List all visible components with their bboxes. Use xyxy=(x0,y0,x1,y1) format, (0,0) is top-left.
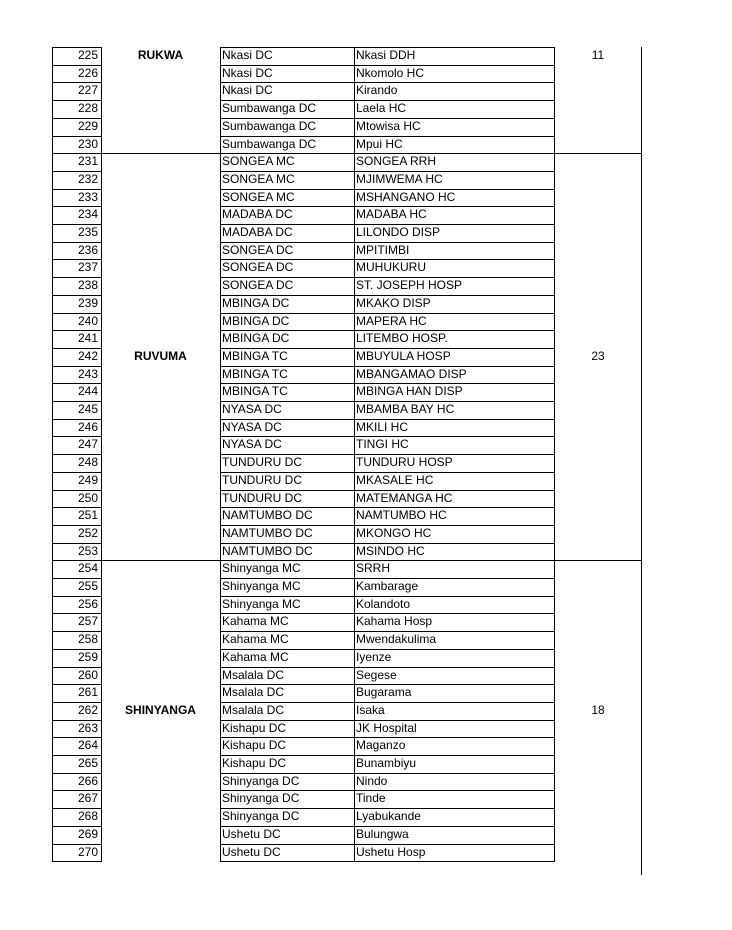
row-divider-facility xyxy=(220,277,555,278)
facility-cell: Kolandoto xyxy=(356,596,411,611)
row-divider-number xyxy=(52,702,102,703)
district-cell: Msalala DC xyxy=(222,702,285,717)
facility-cell: Kambarage xyxy=(356,579,419,593)
facility-cell: NAMTUMBO HC xyxy=(356,508,447,523)
row-number: 237 xyxy=(77,260,98,275)
col-border-number-left xyxy=(52,47,53,862)
row-divider-facility xyxy=(220,171,555,172)
facility-cell: JK Hospital xyxy=(356,720,417,735)
table-bottom-facility xyxy=(220,861,555,862)
row-divider-facility xyxy=(220,224,555,225)
row-divider-facility xyxy=(220,313,555,314)
row-number: 240 xyxy=(77,313,98,328)
row-divider-number xyxy=(52,65,102,66)
row-divider-facility xyxy=(220,808,555,809)
row-divider-facility xyxy=(220,401,555,402)
row-divider-facility xyxy=(220,844,555,845)
district-cell: NAMTUMBO DC xyxy=(222,525,313,540)
row-divider-number xyxy=(52,366,102,367)
row-divider-number xyxy=(52,808,102,809)
row-divider-facility xyxy=(220,242,555,243)
facility-cell: MKAKO DISP xyxy=(356,295,431,310)
row-number: 260 xyxy=(77,667,98,682)
row-number: 256 xyxy=(77,596,98,611)
row-divider-facility xyxy=(220,47,555,48)
row-divider-number xyxy=(52,649,102,650)
district-cell: NAMTUMBO DC xyxy=(222,543,313,558)
district-cell: Msalala DC xyxy=(222,667,285,682)
row-divider-number xyxy=(52,737,102,738)
row-number: 250 xyxy=(77,490,98,505)
row-divider-facility xyxy=(220,543,555,544)
region-facility-count: 18 xyxy=(591,702,605,717)
facility-cell: Mwendakulima xyxy=(356,632,437,647)
facility-cell: MPITIMBI xyxy=(356,242,410,257)
facility-cell: MBUYULA HOSP xyxy=(356,348,451,363)
region-facility-count: 23 xyxy=(591,348,605,363)
row-divider-facility xyxy=(220,454,555,455)
row-divider-number xyxy=(52,755,102,756)
row-divider-number xyxy=(52,330,102,331)
row-number: 253 xyxy=(77,543,98,558)
row-number: 230 xyxy=(77,136,98,151)
row-number: 268 xyxy=(77,809,98,824)
row-divider-number xyxy=(52,472,102,473)
district-cell: NYASA DC xyxy=(222,437,282,452)
row-divider-facility xyxy=(220,153,555,154)
row-divider-number xyxy=(52,720,102,721)
row-divider-number xyxy=(52,100,102,101)
facility-cell: MBINGA HAN DISP xyxy=(356,384,463,399)
facility-cell: Segese xyxy=(356,667,397,682)
region-name: RUVUMA xyxy=(134,348,187,363)
row-divider-number xyxy=(52,136,102,137)
region-divider xyxy=(101,560,220,561)
row-divider-facility xyxy=(220,560,555,561)
district-cell: TUNDURU DC xyxy=(222,490,302,505)
district-cell: MBINGA DC xyxy=(222,295,290,310)
col-border-facility-left xyxy=(354,47,355,862)
district-cell: Msalala DC xyxy=(222,685,285,700)
facility-cell: Mpui HC xyxy=(356,136,403,151)
district-cell: Kishapu DC xyxy=(222,738,287,753)
district-cell: SONGEA MC xyxy=(222,189,295,204)
row-number: 267 xyxy=(77,791,98,806)
facility-cell: Kahama Hosp xyxy=(356,614,433,629)
row-divider-facility xyxy=(220,472,555,473)
district-cell: Shinyanga DC xyxy=(222,791,300,806)
row-divider-facility xyxy=(220,366,555,367)
district-cell: Ushetu DC xyxy=(222,844,281,859)
facility-cell: LITEMBO HOSP. xyxy=(356,331,448,346)
row-number: 259 xyxy=(77,649,98,664)
facility-cell: Bulungwa xyxy=(356,826,409,841)
district-cell: SONGEA DC xyxy=(222,242,294,257)
district-cell: Shinyanga DC xyxy=(222,809,300,824)
row-number: 249 xyxy=(77,472,98,487)
district-cell: Ushetu DC xyxy=(222,826,281,841)
row-divider-number xyxy=(52,667,102,668)
row-number: 243 xyxy=(77,366,98,381)
row-divider-number xyxy=(52,47,102,48)
district-cell: MADABA DC xyxy=(222,225,293,239)
col-border-count-right xyxy=(641,47,642,875)
facility-cell: TINGI HC xyxy=(356,437,409,452)
region-facility-count: 11 xyxy=(591,48,605,62)
row-divider-facility xyxy=(220,436,555,437)
col-border-number-right xyxy=(101,47,102,862)
row-divider-number xyxy=(52,259,102,260)
row-number: 248 xyxy=(77,455,98,470)
region-divider xyxy=(101,153,220,154)
row-divider-facility xyxy=(220,348,555,349)
region-name: SHINYANGA xyxy=(125,702,196,717)
count-divider xyxy=(554,560,641,561)
row-divider-number xyxy=(52,773,102,774)
district-cell: Shinyanga MC xyxy=(222,579,301,593)
row-number: 242 xyxy=(77,348,98,363)
row-divider-number xyxy=(52,277,102,278)
row-divider-number xyxy=(52,560,102,561)
row-divider-number xyxy=(52,153,102,154)
row-divider-facility xyxy=(220,118,555,119)
district-cell: TUNDURU DC xyxy=(222,455,302,470)
district-cell: SONGEA DC xyxy=(222,260,294,275)
facility-cell: TUNDURU HOSP xyxy=(356,455,453,470)
district-cell: MBINGA TC xyxy=(222,366,288,381)
row-number: 264 xyxy=(77,738,98,753)
district-cell: Shinyanga MC xyxy=(222,561,301,576)
row-divider-facility xyxy=(220,649,555,650)
row-number: 241 xyxy=(77,331,98,346)
row-divider-number xyxy=(52,454,102,455)
district-cell: NYASA DC xyxy=(222,402,282,416)
row-divider-number xyxy=(52,401,102,402)
row-divider-facility xyxy=(220,100,555,101)
row-divider-number xyxy=(52,543,102,544)
district-cell: TUNDURU DC xyxy=(222,472,302,487)
row-divider-facility xyxy=(220,578,555,579)
facility-cell: Bugarama xyxy=(356,685,412,700)
district-cell: MBINGA TC xyxy=(222,384,288,399)
facility-cell: ST. JOSEPH HOSP xyxy=(356,278,463,293)
row-number: 235 xyxy=(77,225,98,239)
district-cell: Kahama MC xyxy=(222,632,289,647)
row-divider-facility xyxy=(220,82,555,83)
row-number: 245 xyxy=(77,402,98,416)
row-number: 270 xyxy=(77,844,98,859)
row-number: 262 xyxy=(77,702,98,717)
district-cell: MBINGA TC xyxy=(222,348,288,363)
facility-cell: Mtowisa HC xyxy=(356,118,421,133)
row-number: 247 xyxy=(77,437,98,452)
district-cell: SONGEA DC xyxy=(222,278,294,293)
table-bottom-number xyxy=(52,861,102,862)
row-divider-number xyxy=(52,224,102,225)
row-number: 265 xyxy=(77,756,98,770)
row-divider-facility xyxy=(220,613,555,614)
row-divider-facility xyxy=(220,667,555,668)
row-divider-number xyxy=(52,490,102,491)
region-name: RUKWA xyxy=(137,48,184,62)
facility-cell: MSHANGANO HC xyxy=(356,189,456,204)
row-number: 233 xyxy=(77,189,98,204)
row-divider-number xyxy=(52,596,102,597)
row-number: 266 xyxy=(77,773,98,788)
row-divider-facility xyxy=(220,720,555,721)
row-number: 226 xyxy=(77,65,98,80)
facility-cell: MBANGAMAO DISP xyxy=(356,366,467,381)
facility-cell: MKILI HC xyxy=(356,419,409,434)
row-divider-number xyxy=(52,118,102,119)
facility-cell: MAPERA HC xyxy=(356,313,427,328)
row-divider-facility xyxy=(220,790,555,791)
row-divider-facility xyxy=(220,136,555,137)
row-divider-facility xyxy=(220,755,555,756)
row-number: 257 xyxy=(77,614,98,629)
row-number: 252 xyxy=(77,525,98,540)
col-border-district-left xyxy=(220,47,221,862)
row-number: 232 xyxy=(77,171,98,186)
facility-cell: SONGEA RRH xyxy=(356,154,437,169)
row-number: 269 xyxy=(77,826,98,841)
row-divider-number xyxy=(52,507,102,508)
facility-cell: Tinde xyxy=(356,791,386,806)
row-divider-number xyxy=(52,206,102,207)
district-cell: SONGEA MC xyxy=(222,171,295,186)
facility-cell: MADABA HC xyxy=(356,207,427,222)
count-divider xyxy=(554,153,641,154)
facility-cell: MKONGO HC xyxy=(356,525,432,540)
row-divider-facility xyxy=(220,295,555,296)
row-divider-facility xyxy=(220,330,555,331)
row-divider-facility xyxy=(220,490,555,491)
row-number: 231 xyxy=(77,154,98,169)
district-cell: MBINGA DC xyxy=(222,331,290,346)
district-cell: Kahama MC xyxy=(222,614,289,629)
district-cell: NYASA DC xyxy=(222,419,282,434)
district-cell: Sumbawanga DC xyxy=(222,136,317,151)
row-divider-facility xyxy=(220,702,555,703)
facility-cell: Nkasi DDH xyxy=(356,48,416,62)
row-number: 258 xyxy=(77,632,98,647)
facility-cell: Maganzo xyxy=(356,738,406,753)
row-divider-number xyxy=(52,419,102,420)
facility-cell: MJIMWEMA HC xyxy=(356,171,443,186)
row-number: 251 xyxy=(77,508,98,523)
row-divider-facility xyxy=(220,684,555,685)
row-divider-number xyxy=(52,631,102,632)
district-cell: Shinyanga DC xyxy=(222,773,300,788)
facility-cell: SRRH xyxy=(356,561,391,576)
row-divider-facility xyxy=(220,206,555,207)
district-cell: Kishapu DC xyxy=(222,756,287,770)
row-number: 239 xyxy=(77,295,98,310)
facility-cell: LILONDO DISP xyxy=(356,225,441,239)
row-divider-facility xyxy=(220,189,555,190)
row-number: 261 xyxy=(77,685,98,700)
facility-cell: Nindo xyxy=(356,773,388,788)
facility-cell: MATEMANGA HC xyxy=(356,490,453,505)
row-divider-number xyxy=(52,82,102,83)
facility-cell: MUHUKURU xyxy=(356,260,426,275)
facility-cell: Lyabukande xyxy=(356,809,421,824)
facility-cell: Isaka xyxy=(356,702,385,717)
district-cell: Kishapu DC xyxy=(222,720,287,735)
district-cell: Kahama MC xyxy=(222,649,289,664)
district-cell: Shinyanga MC xyxy=(222,596,301,611)
district-cell: Nkasi DC xyxy=(222,65,273,80)
row-divider-facility xyxy=(220,737,555,738)
row-divider-number xyxy=(52,684,102,685)
row-divider-number xyxy=(52,171,102,172)
row-number: 263 xyxy=(77,720,98,735)
facility-cell: MSINDO HC xyxy=(356,543,425,558)
row-number: 236 xyxy=(77,242,98,257)
row-number: 227 xyxy=(77,83,98,98)
row-divider-facility xyxy=(220,507,555,508)
row-divider-facility xyxy=(220,525,555,526)
facility-cell: Iyenze xyxy=(356,649,392,664)
row-divider-facility xyxy=(220,65,555,66)
facility-cell: Bunambiyu xyxy=(356,756,417,770)
row-number: 225 xyxy=(77,48,98,62)
row-number: 244 xyxy=(77,384,98,399)
district-cell: MADABA DC xyxy=(222,207,293,222)
facility-cell: Kirando xyxy=(356,83,398,98)
row-divider-number xyxy=(52,826,102,827)
row-divider-facility xyxy=(220,826,555,827)
district-cell: NAMTUMBO DC xyxy=(222,508,313,523)
row-divider-number xyxy=(52,525,102,526)
row-divider-facility xyxy=(220,631,555,632)
row-divider-number xyxy=(52,383,102,384)
district-cell: Sumbawanga DC xyxy=(222,118,317,133)
row-divider-facility xyxy=(220,383,555,384)
row-divider-number xyxy=(52,844,102,845)
row-divider-number xyxy=(52,348,102,349)
col-border-facility-right xyxy=(554,47,555,862)
row-divider-facility xyxy=(220,259,555,260)
district-cell: MBINGA DC xyxy=(222,313,290,328)
facility-cell: MBAMBA BAY HC xyxy=(356,402,455,416)
row-number: 238 xyxy=(77,278,98,293)
district-cell: Nkasi DC xyxy=(222,48,273,62)
row-divider-number xyxy=(52,313,102,314)
row-number: 255 xyxy=(77,579,98,593)
row-divider-facility xyxy=(220,596,555,597)
row-number: 228 xyxy=(77,101,98,116)
row-divider-number xyxy=(52,189,102,190)
row-number: 246 xyxy=(77,419,98,434)
district-cell: Nkasi DC xyxy=(222,83,273,98)
facility-cell: Nkomolo HC xyxy=(356,65,425,80)
district-cell: Sumbawanga DC xyxy=(222,101,317,116)
district-cell: SONGEA MC xyxy=(222,154,295,169)
facility-cell: MKASALE HC xyxy=(356,472,434,487)
row-divider-facility xyxy=(220,419,555,420)
row-divider-number xyxy=(52,436,102,437)
row-divider-number xyxy=(52,295,102,296)
facility-cell: Laela HC xyxy=(356,101,407,116)
row-number: 254 xyxy=(77,561,98,576)
row-divider-number xyxy=(52,790,102,791)
row-divider-facility xyxy=(220,773,555,774)
row-divider-number xyxy=(52,613,102,614)
row-divider-number xyxy=(52,578,102,579)
row-number: 234 xyxy=(77,207,98,222)
facility-cell: Ushetu Hosp xyxy=(356,844,426,859)
row-number: 229 xyxy=(77,118,98,133)
row-divider-number xyxy=(52,242,102,243)
